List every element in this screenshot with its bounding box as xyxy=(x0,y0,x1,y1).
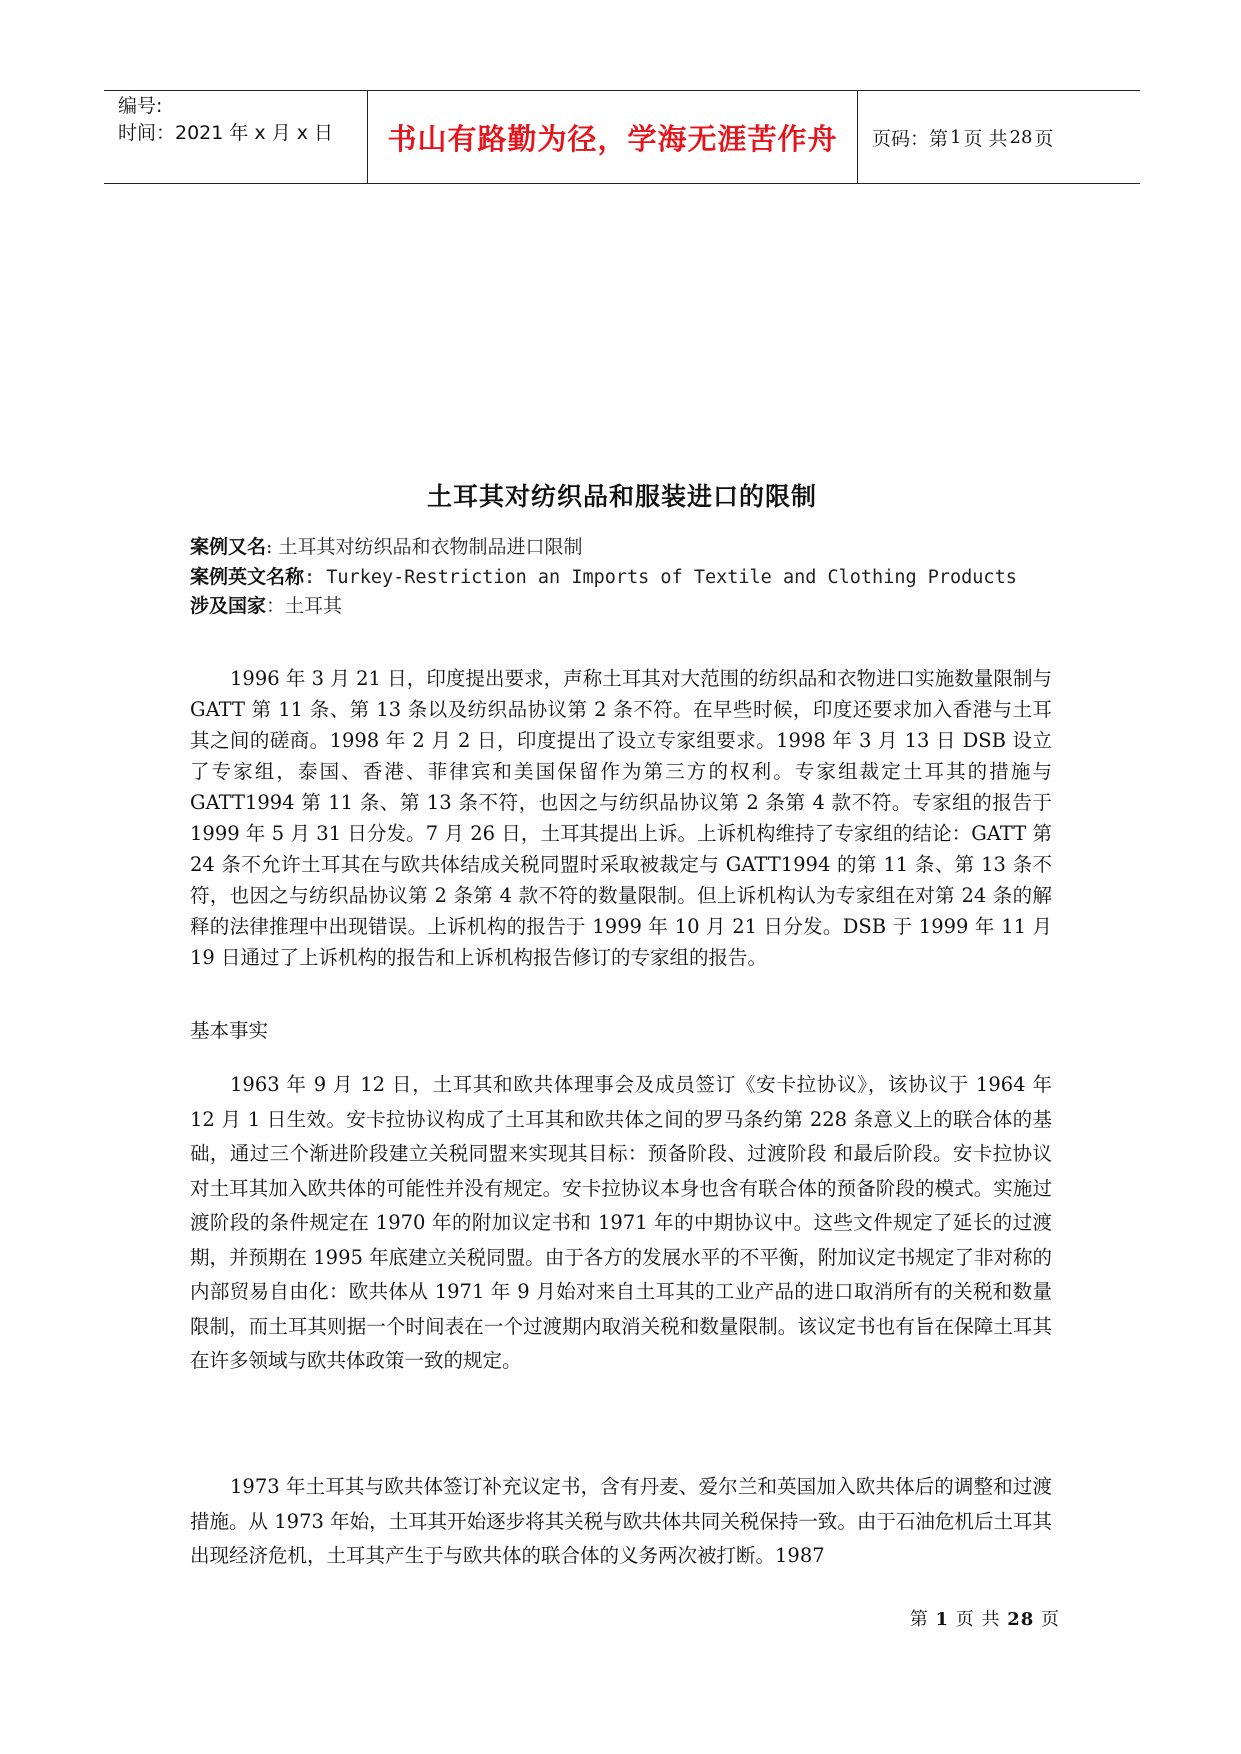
footer-middle: 页 共 xyxy=(955,1609,1001,1630)
page-prefix: 页码：第 xyxy=(872,127,949,150)
footer-prefix: 第 xyxy=(909,1609,929,1630)
alt-name-line xyxy=(190,533,1090,563)
case-meta xyxy=(190,533,1090,622)
english-name-label: 案例英文名称 xyxy=(190,565,305,588)
header-info-cell xyxy=(104,91,368,183)
document-number-label: 编号: xyxy=(118,95,163,117)
subheading-basic-facts: 基本事实 xyxy=(190,1019,269,1042)
header-table xyxy=(104,90,1140,184)
header-motto: 书山有路勤为径，学海无涯苦作舟 xyxy=(368,91,858,183)
alt-name-value: : 土耳其对纺织品和衣物制品进口限制 xyxy=(266,536,583,558)
page-middle: 页 共 xyxy=(963,127,1008,150)
document-time-label: 时间：2021 年 x 月 x 日 xyxy=(118,122,334,144)
paragraph-ankara-agreement: 1963 年 9 月 12 日，土耳其和欧共体理事会及成员签订《安卡拉协议》，该协议于 1964 年 12 月 1 日生效。安卡拉协议构成了土耳其和欧共体之间的罗马条约第 228 条意义上的联合体的基础，通过三个渐进阶段建立关税同盟来实现其目标：预备阶段、过渡阶段 和最后阶段。安卡拉协议对土耳其加入欧共体的可能性并没有规定。安卡拉协议本身也含有联合体的预备阶段的模式。实施过渡阶段的条件规定在 1970 年的附加议定书和 1971 年的中期协议中。这些文件规定了延长的过渡期，并预期在 1995 年底建立关税同盟。由于各方的发展水平的不平衡，附加议定书规定了非对称的内部贸易自由化：欧共体从 1971 年 9 月始对来自土耳其的工业产品的进口取消所有的关税和数量限制，而土耳其则据一个时间表在一个过渡期内取消关税和数量限制。该议定书也有旨在保障土耳其在许多领域与欧共体政策一致的规定。 xyxy=(190,1073,1052,1372)
page-suffix: 页 xyxy=(1034,127,1054,150)
english-name-line xyxy=(190,563,1090,593)
country-value: ：土耳其 xyxy=(266,595,343,617)
country-label: 涉及国家 xyxy=(190,595,267,617)
paragraph-summary: 1996 年 3 月 21 日，印度提出要求，声称土耳其对大范围的纺织品和衣物进口实施数量限制与 GATT 第 11 条、第 13 条以及纺织品协议第 2 条不符。在早些时候，印度还要求加入香港与土耳其之间的磋商。1998 年 2 月 2 日，印度提出了设立专家组要求。1998 年 3 月 13 日 DSB 设立了专家组，泰国、香港、菲律宾和美国保留作为第三方的权利。专家组裁定土耳其的措施与 GATT1994 第 11 条、第 13 条不符，也因之与纺织品协议第 2 条第 4 款不符。专家组的报告于 1999 年 5 月 31 日分发。7 月 26 日，土耳其提出上诉。上诉机构维持了专家组的结论：GATT 第 24 条不允许土耳其在与欧共体结成关税同盟时采取被裁定与 GATT1994 的第 11 条、第 13 条不符，也因之与纺织品协议第 2 条第 4 款不符的数量限制。但上诉机构认为专家组在对第 24 条的解释的法律推理中出现错误。上诉机构的报告于 1999 年 10 月 21 日分发。DSB 于 1999 年 11 月 19 日通过了上诉机构的报告和上诉机构报告修订的专家组的报告。 xyxy=(190,667,1052,969)
footer-suffix: 页 xyxy=(1041,1609,1060,1630)
english-name-value: : Turkey-Restriction an Imports of Textile and Clothing Products xyxy=(304,566,1017,588)
paragraph-supplementary-protocol: 1973 年土耳其与欧共体签订补充议定书，含有丹麦、爱尔兰和英国加入欧共体后的调整和过渡措施。从 1973 年始，土耳其开始逐步将其关税与欧共体共同关税保持一致。由于石油危机后土耳其出现经济危机，土耳其产生于与欧共体的联合体的义务两次被打断。1987 xyxy=(190,1475,1052,1567)
alt-name-label: 案例又名 xyxy=(190,536,267,558)
page-current: 1 xyxy=(950,126,962,148)
page-footer xyxy=(890,1605,1060,1631)
header-page-indicator xyxy=(858,91,1140,183)
page-total: 28 xyxy=(1009,126,1033,148)
document-title: 土耳其对纺织品和服装进口的限制 xyxy=(426,482,817,511)
footer-current: 1 xyxy=(935,1609,949,1630)
footer-total: 28 xyxy=(1007,1609,1035,1630)
country-line xyxy=(190,592,1090,622)
